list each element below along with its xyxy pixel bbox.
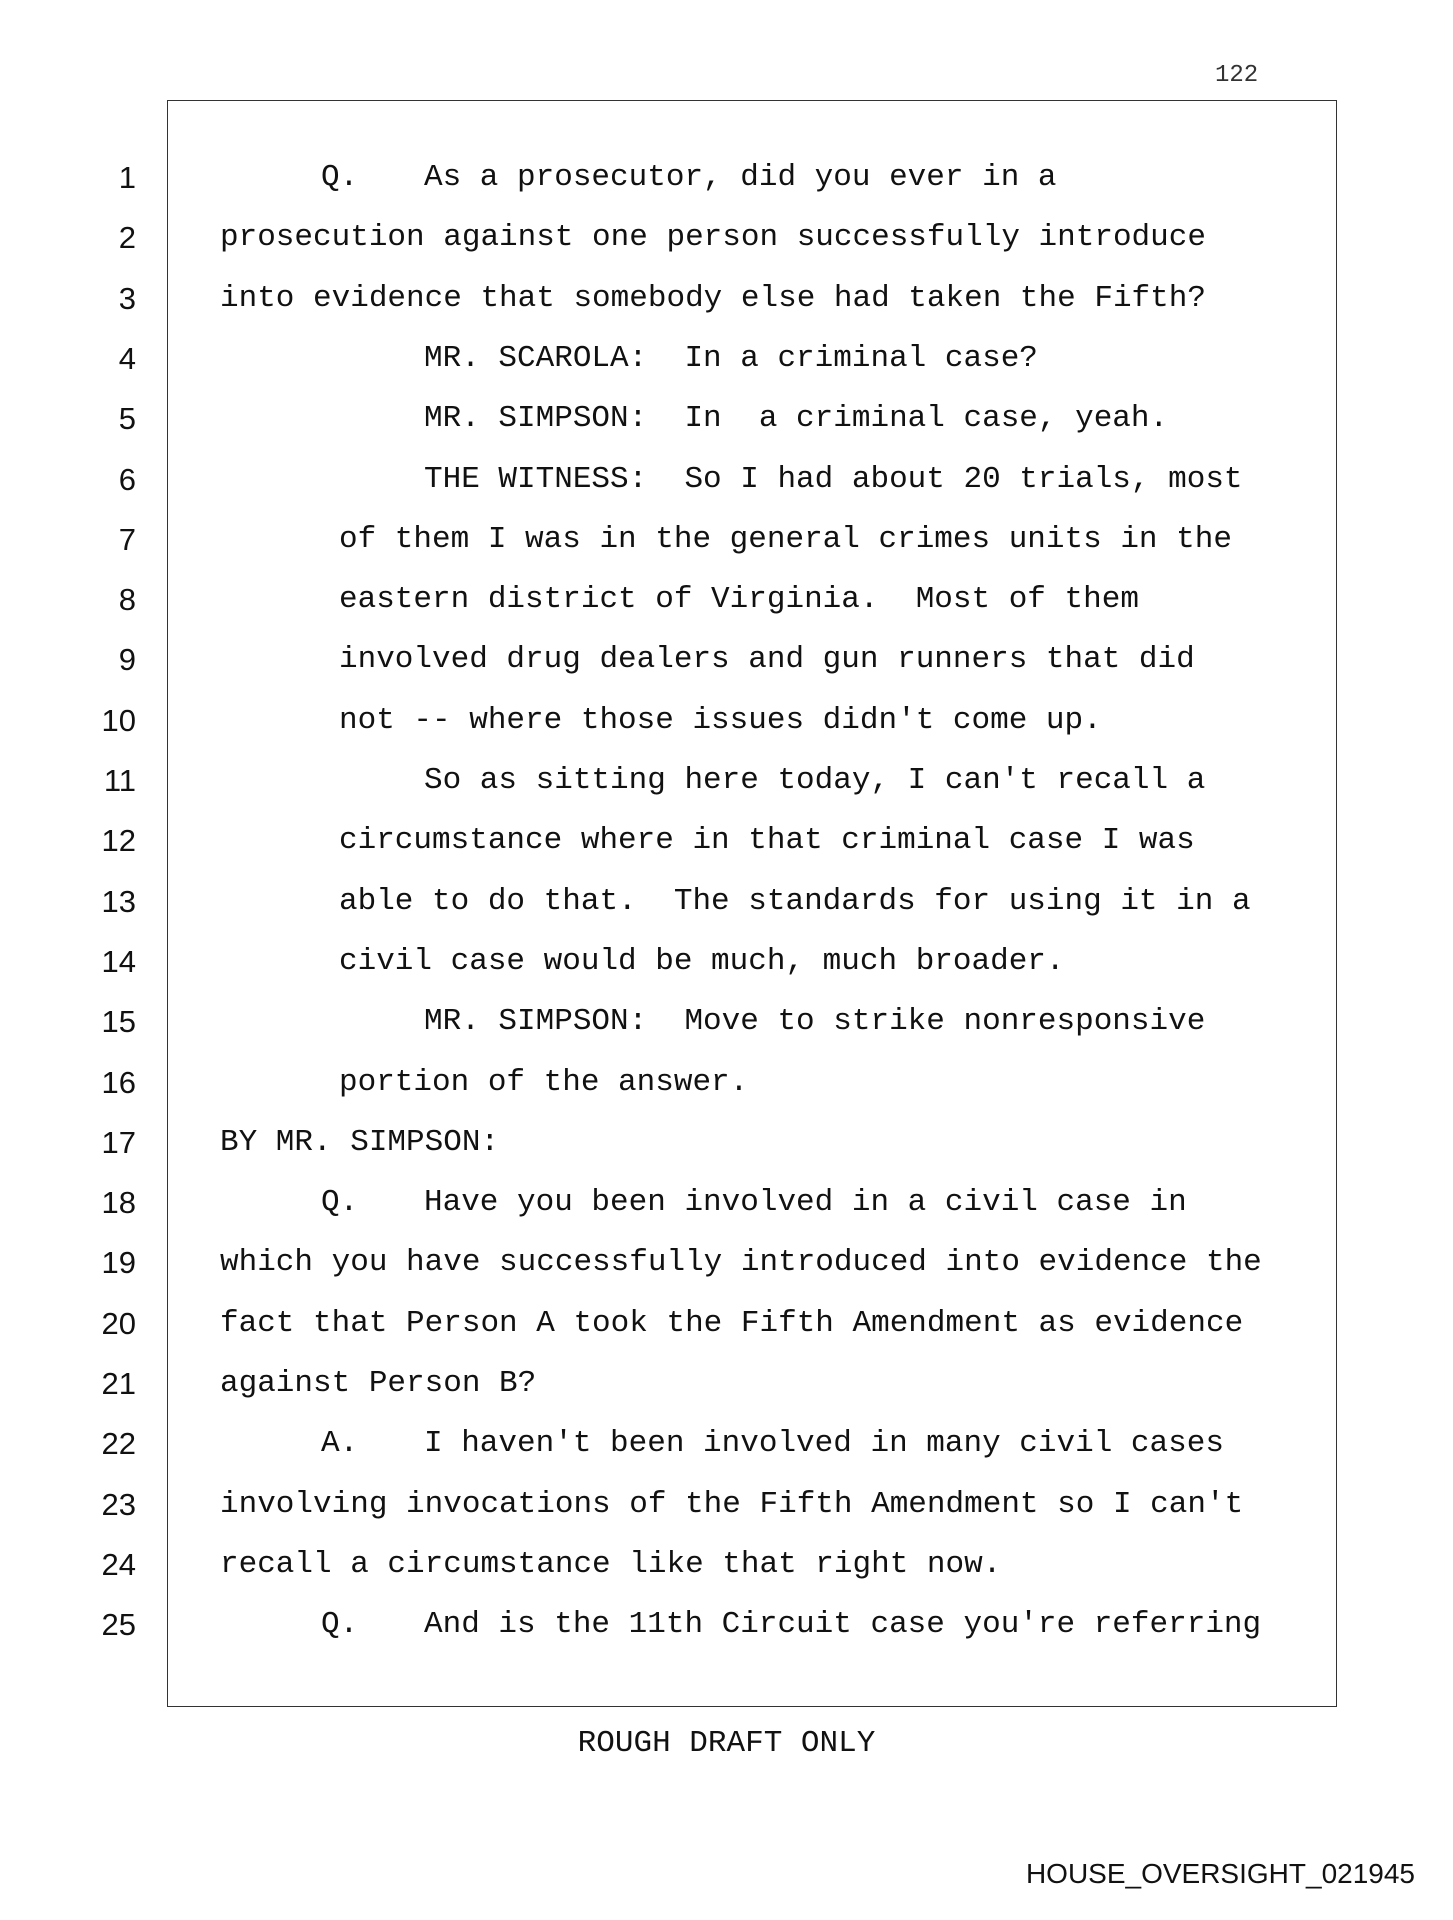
line-number: 24 — [101, 1546, 136, 1582]
transcript-line: against Person B? — [220, 1366, 537, 1401]
line-number: 20 — [101, 1305, 136, 1341]
transcript-line: circumstance where in that criminal case I was — [339, 823, 1195, 859]
line-number: 5 — [118, 401, 136, 437]
line-number: 18 — [101, 1185, 136, 1221]
transcript-line: not -- where those issues didn't come up. — [339, 702, 1102, 738]
transcript-line: into evidence that somebody else had taken the Fifth? — [220, 280, 1206, 316]
transcript-line: which you have successfully introduced into evidence the — [220, 1245, 1262, 1281]
line-number: 4 — [118, 340, 136, 376]
line-number: 22 — [101, 1426, 136, 1462]
page-number: 122 — [1215, 62, 1259, 89]
line-number: 14 — [101, 943, 136, 979]
line-number: 16 — [101, 1064, 136, 1100]
line-number: 8 — [118, 582, 136, 618]
line-number: 2 — [118, 220, 136, 256]
line-number: 7 — [118, 521, 136, 557]
transcript-line: civil case would be much, much broader. — [339, 943, 1065, 979]
line-number: 1 — [118, 160, 136, 195]
bates-number: HOUSE_OVERSIGHT_021945 — [1025, 1858, 1415, 1889]
qa-label: Q. — [321, 1185, 359, 1221]
transcript-line: And is the 11th Circuit case you're referring — [424, 1607, 1262, 1643]
transcript-line: fact that Person A took the Fifth Amendment as evidence — [220, 1305, 1244, 1341]
transcript-line: involving invocations of the Fifth Amendment so I can't — [220, 1486, 1244, 1522]
transcript-line: able to do that. The standards for using it in a — [339, 883, 1251, 919]
transcript-line: THE WITNESS: So I had about 20 trials, most — [424, 461, 1243, 497]
line-number: 6 — [118, 461, 136, 497]
transcript-line: involved drug dealers and gun runners that did — [339, 642, 1195, 678]
transcript-line: MR. SIMPSON: Move to strike nonresponsive — [424, 1004, 1206, 1040]
transcript-line: So as sitting here today, I can't recall a — [424, 763, 1206, 798]
line-number: 11 — [103, 763, 136, 798]
transcript-line: eastern district of Virginia. Most of them — [339, 582, 1139, 618]
transcript-line: MR. SIMPSON: In a criminal case, yeah. — [424, 401, 1169, 437]
qa-label: Q. — [321, 1607, 359, 1643]
line-number: 12 — [101, 823, 136, 859]
transcript-line: prosecution against one person successfully introduce — [220, 220, 1206, 256]
transcript-line: portion of the answer. — [339, 1064, 749, 1100]
line-number: 9 — [118, 642, 136, 678]
qa-label: A. — [321, 1426, 359, 1462]
line-number: 10 — [101, 702, 136, 738]
qa-label: Q. — [321, 160, 359, 195]
transcript-line: Have you been involved in a civil case in — [424, 1185, 1187, 1221]
line-number: 13 — [101, 883, 136, 919]
transcript-line: I haven't been involved in many civil cases — [424, 1426, 1224, 1462]
line-number: 17 — [101, 1124, 136, 1160]
line-number: 19 — [101, 1245, 136, 1281]
transcript-line: MR. SCAROLA: In a criminal case? — [424, 340, 1038, 376]
transcript-line: recall a circumstance like that right now. — [220, 1546, 1002, 1582]
rough-draft-footer: ROUGH DRAFT ONLY — [577, 1726, 876, 1761]
line-number: 25 — [101, 1607, 136, 1643]
transcript-line: BY MR. SIMPSON: — [220, 1124, 500, 1160]
line-number: 3 — [118, 280, 136, 316]
transcript-line: of them I was in the general crimes units in the — [339, 521, 1232, 557]
line-number: 21 — [101, 1366, 136, 1401]
line-number: 15 — [101, 1004, 136, 1040]
line-number: 23 — [101, 1486, 136, 1522]
transcript-line: As a prosecutor, did you ever in a — [424, 160, 1057, 195]
